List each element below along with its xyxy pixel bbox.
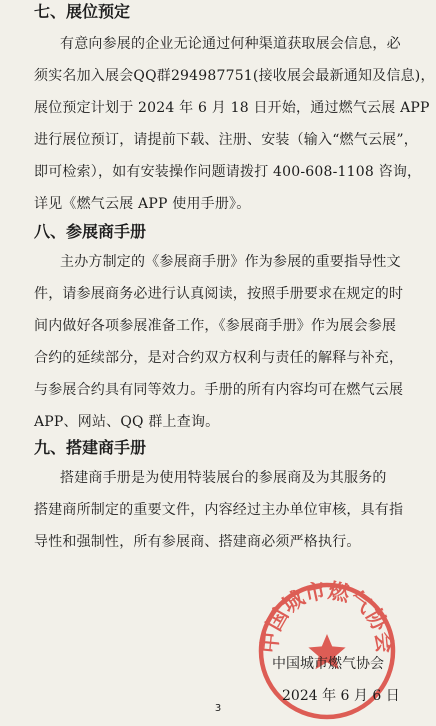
section-heading-builder-manual: 九、搭建商手册 xyxy=(34,438,147,457)
paragraph-line: APP、网站、QQ 群上查询。 xyxy=(34,414,220,430)
section-heading-booth-reservation: 七、展位预定 xyxy=(34,2,131,21)
section-heading-exhibitor-manual: 八、参展商手册 xyxy=(34,222,147,241)
page-number: 3 xyxy=(214,703,222,714)
paragraph-line: 展位预定计划于 2024 年 6 月 18 日开始，通过燃气云展 APP xyxy=(34,100,430,116)
paragraph-line: 搭建商所制定的重要文件，内容经过主办单位审核，具有指 xyxy=(34,502,404,518)
paragraph-line: 进行展位预订，请提前下载、注册、安装（输入“燃气云展”， xyxy=(34,132,418,148)
paragraph-line: 合约的延续部分，是对合约双方权利与责任的解释与补充， xyxy=(34,350,404,366)
seal-text: 中国城市燃气协会 xyxy=(257,578,397,655)
paragraph-line: 导性和强制性，所有参展商、搭建商必须严格执行。 xyxy=(34,534,361,550)
paragraph-line: 即可检索），如有安装操作问题请拨打 400-608-1108 咨询， xyxy=(34,164,422,180)
paragraph-line: 与参展合约具有同等效力。手册的所有内容均可在燃气云展 xyxy=(34,382,404,398)
paragraph-line: 件，请参展商务必进行认真阅读，按照手册要求在规定的时 xyxy=(34,286,404,302)
paragraph-line: 有意向参展的企业无论通过何种渠道获取展会信息，必 xyxy=(60,36,401,52)
paragraph-line: 详见《燃气云展 APP 使用手册》。 xyxy=(34,196,251,212)
paragraph-line: 须实名加入展会QQ群294987751(接收展会最新通知及信息)， xyxy=(34,68,435,84)
signature-organization: 中国城市燃气协会 xyxy=(272,656,384,672)
signature-date: 2024 年 6 月 6 日 xyxy=(282,688,400,704)
paragraph-line: 间内做好各项参展准备工作，《参展商手册》作为展会参展 xyxy=(34,318,397,334)
paragraph-line: 主办方制定的《参展商手册》作为参展的重要指导性文 xyxy=(60,254,401,270)
paragraph-line: 搭建商手册是为使用特装展台的参展商及为其服务的 xyxy=(60,470,387,486)
